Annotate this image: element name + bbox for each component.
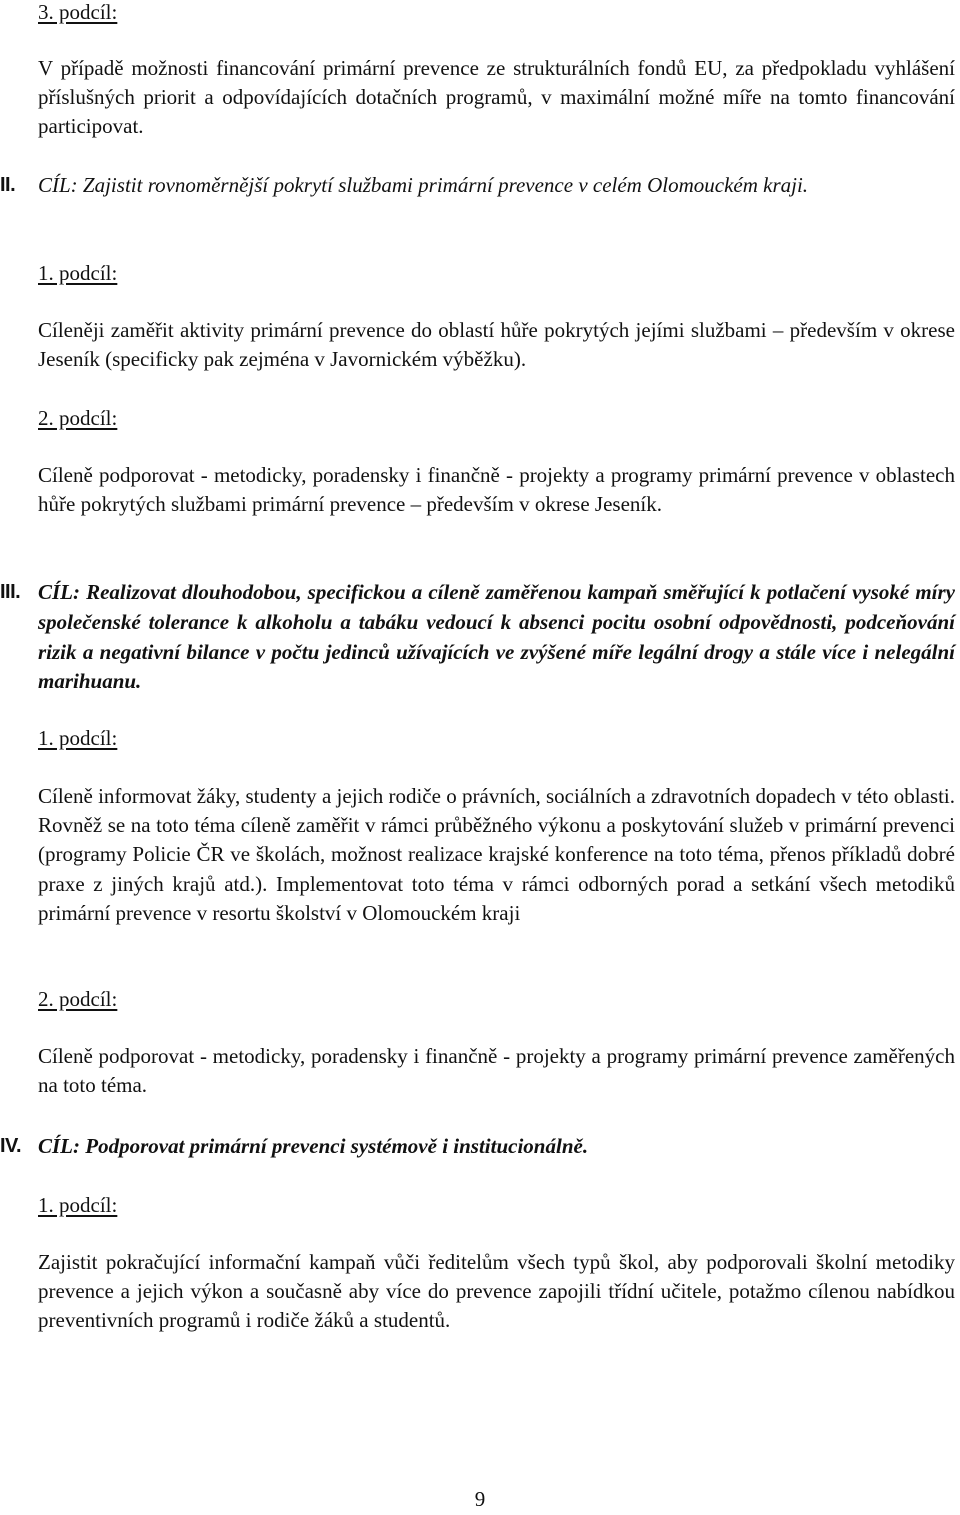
goal-heading-iii: [0, 578, 955, 697]
goal-text: CÍL: Podporovat primární prevenci systémově i institucionálně.: [38, 1134, 589, 1158]
paragraph: Zajistit pokračující informační kampaň vůči ředitelům všech typů škol, aby podporovali školní metodiky prevence a jejich výkon a současně aby více do prevence zapojili třídní učitele, potažmo cílenou nabídkou preventivních programů i rodiče žáků a studentů.: [38, 1250, 955, 1333]
paragraph: Cíleněji zaměřit aktivity primární prevence do oblastí hůře pokrytých jejími službami – především v okrese Jeseník (specificky pak zejména v Javornickém výběžku).: [38, 318, 955, 372]
subgoal-heading: 2. podcíl:: [38, 406, 118, 430]
goal-text: CÍL: Realizovat dlouhodobou, specifickou a cíleně zaměřenou kampaň směřující k potlačení vysoké míry společenské tolerance k alkoholu a tabáku vedoucí k absenci pocitu osobní odpovědnosti, podceňování rizik a negativní bilance v počtu jedinců užívajících ve zvýšené míře legální drogy a stále více i nelegální marihuanu.: [38, 580, 955, 694]
paragraph: V případě možnosti financování primární prevence ze strukturálních fondů EU, za předpokladu vyhlášení příslušných priorit a odpovídajících dotačních programů, v maximální možné míře na tomto financování participovat.: [38, 56, 955, 139]
subgoal-heading: 2. podcíl:: [38, 987, 118, 1011]
goal-heading-ii: [0, 171, 955, 201]
subgoal-heading: 1. podcíl:: [38, 726, 118, 750]
paragraph: Cíleně podporovat - metodicky, poradensky i finančně - projekty a programy primární prevence v oblastech hůře pokrytých službami primární prevence – především v okrese Jeseník.: [38, 463, 955, 517]
paragraph: Cíleně informovat žáky, studenty a jejich rodiče o právních, sociálních a zdravotních dopadech v této oblasti. Rovněž se na toto téma cíleně zaměřit v rámci průběžného výkonu a poskytování služeb v primární prevenci (programy Policie ČR ve školách, možnost realizace krajské konference na toto téma, přenos příkladů dobré praxe z jiných krajů atd.). Implementovat toto téma v rámci odborných porad a setkání všech metodiků primární prevence v resortu školství v Olomouckém kraji: [38, 784, 955, 925]
page-number: 9: [474, 1487, 486, 1511]
goal-number: III.: [0, 581, 21, 603]
paragraph: Cíleně podporovat - metodicky, poradensky i finančně - projekty a programy primární prevence zaměřených na toto téma.: [38, 1044, 955, 1098]
subgoal-heading: 3. podcíl:: [38, 0, 118, 24]
goal-heading-iv: [0, 1132, 955, 1162]
goal-text: CÍL: Zajistit rovnoměrnější pokrytí službami primární prevence v celém Olomouckém kraji.: [38, 173, 809, 197]
goal-number: II.: [0, 174, 16, 196]
subgoal-heading: 1. podcíl:: [38, 1193, 118, 1217]
subgoal-heading: 1. podcíl:: [38, 261, 118, 285]
goal-number: IV.: [0, 1135, 22, 1157]
